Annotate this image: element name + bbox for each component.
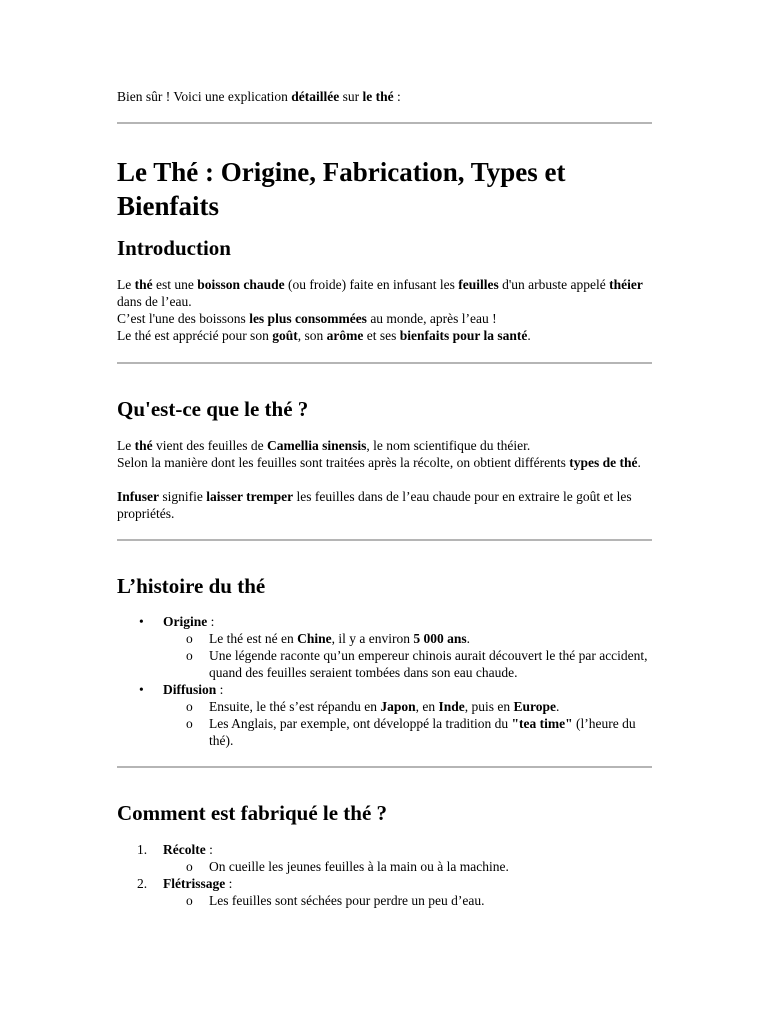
bold-text: Infuser: [117, 489, 160, 504]
circle-bullet-icon: o: [186, 893, 193, 908]
bold-text: Récolte: [163, 842, 206, 857]
list-item-step: [117, 841, 652, 875]
text: Ensuite, le thé s’est répandu en: [209, 699, 381, 714]
text: Le: [117, 438, 135, 453]
text: vient des feuilles de: [152, 438, 267, 453]
intro-line-3: [117, 327, 652, 344]
circle-bullet-icon: o: [186, 716, 193, 731]
text: .: [637, 455, 641, 470]
history-list: [117, 613, 652, 749]
sublist: [117, 630, 652, 681]
text: , en: [415, 699, 439, 714]
sublist: [117, 698, 652, 749]
page-title: Le Thé : Origine, Fabrication, Types et Bienfaits: [117, 157, 566, 221]
text: (ou froide) faite en infusant les: [284, 277, 459, 292]
bold-text: Flétrissage: [163, 876, 226, 891]
bold-text: thé: [134, 277, 153, 292]
making-steps-list: [117, 841, 652, 909]
intro-line-2: [117, 310, 652, 327]
sub-item: [117, 858, 652, 875]
list-item-step: [117, 875, 652, 909]
intro-paragraph: [117, 276, 652, 344]
bullet-icon: •: [139, 614, 144, 629]
text: On cueille les jeunes feuilles à la main ou à la machine.: [209, 859, 509, 874]
text: signifie: [159, 489, 207, 504]
bold-text: théier: [609, 277, 643, 292]
bold-text: types de thé: [569, 455, 638, 470]
heading-history: L’histoire du thé: [117, 574, 266, 598]
text: (l’heure du thé).: [209, 716, 636, 748]
circle-bullet-icon: o: [186, 648, 193, 663]
sub-item: [117, 892, 652, 909]
text: :: [225, 876, 233, 891]
circle-bullet-icon: o: [186, 699, 193, 714]
text: Selon la manière dont les feuilles sont traitées après la récolte, on obtient différents: [117, 455, 570, 470]
text: .: [466, 631, 470, 646]
circle-bullet-icon: o: [186, 631, 193, 646]
text: au monde, après l’eau !: [366, 311, 497, 326]
sub-item: [117, 715, 652, 749]
bold-text: 5 000 ans: [413, 631, 467, 646]
text: :: [205, 842, 213, 857]
text: , puis en: [464, 699, 514, 714]
sub-item: [117, 698, 652, 715]
bold-text: Diffusion: [163, 682, 217, 697]
text: C’est l'une des boissons: [117, 311, 250, 326]
bold-text: feuilles: [458, 277, 499, 292]
text: , son: [297, 328, 327, 343]
what-paragraph: [117, 437, 652, 471]
bold-text: Chine: [297, 631, 332, 646]
infuser-paragraph: [117, 488, 652, 522]
text: d'un arbuste appelé: [498, 277, 610, 292]
document-page: [117, 88, 652, 909]
list-item-diffusion: [117, 681, 652, 749]
bold-text: Inde: [438, 699, 465, 714]
sub-item: [117, 647, 652, 681]
heading-introduction: Introduction: [117, 236, 231, 260]
sub-item: [117, 630, 652, 647]
divider: [117, 122, 652, 124]
intro-line: [117, 88, 652, 105]
bold-text: le thé: [362, 89, 394, 104]
text: :: [216, 682, 224, 697]
text: Le thé est né en: [209, 631, 298, 646]
text: les feuilles dans de l’eau chaude pour en extraire le goût et les propriétés.: [117, 489, 632, 521]
heading-making: Comment est fabriqué le thé ?: [117, 801, 388, 825]
bold-text: Europe: [513, 699, 557, 714]
text: dans de l’eau.: [117, 294, 192, 309]
divider: [117, 539, 652, 541]
bold-text: arôme: [326, 328, 364, 343]
bold-text: les plus consommées: [249, 311, 367, 326]
list-item-origine: [117, 613, 652, 681]
bold-text: Origine: [163, 614, 208, 629]
bold-text: boisson chaude: [197, 277, 285, 292]
text: sur: [339, 89, 363, 104]
text: Les Anglais, par exemple, ont développé la tradition du: [209, 716, 512, 731]
sublist: [117, 892, 652, 909]
text: .: [556, 699, 560, 714]
text: Le thé est apprécié pour son: [117, 328, 273, 343]
text: :: [393, 89, 401, 104]
bold-text: Japon: [380, 699, 416, 714]
bold-text: laisser tremper: [206, 489, 294, 504]
what-line-1: [117, 437, 652, 454]
divider: [117, 362, 652, 364]
bullet-icon: •: [139, 682, 144, 697]
text: Une légende raconte qu’un empereur chinois aurait découvert le thé par accident, quand des feuilles seraient tombées dans son eau chaude.: [209, 648, 648, 680]
bold-text: thé: [134, 438, 153, 453]
text: , il y a environ: [331, 631, 414, 646]
bold-text: "tea time": [511, 716, 573, 731]
step-number: 2.: [137, 876, 148, 891]
what-line-2: [117, 454, 652, 471]
circle-bullet-icon: o: [186, 859, 193, 874]
bold-text: bienfaits pour la santé: [399, 328, 528, 343]
bold-text: goût: [272, 328, 298, 343]
sublist: [117, 858, 652, 875]
text: Bien sûr ! Voici une explication: [117, 89, 292, 104]
heading-what-is-tea: Qu'est-ce que le thé ?: [117, 397, 309, 421]
text: , le nom scientifique du théier.: [366, 438, 531, 453]
text: :: [207, 614, 215, 629]
bold-text: Camellia sinensis: [266, 438, 367, 453]
bold-text: détaillée: [291, 89, 340, 104]
step-number: 1.: [137, 842, 148, 857]
divider: [117, 766, 652, 768]
text: .: [527, 328, 531, 343]
text: est une: [152, 277, 198, 292]
text: et ses: [363, 328, 400, 343]
text: Les feuilles sont séchées pour perdre un peu d’eau.: [209, 893, 485, 908]
text: Le: [117, 277, 135, 292]
intro-line-1: [117, 276, 652, 310]
